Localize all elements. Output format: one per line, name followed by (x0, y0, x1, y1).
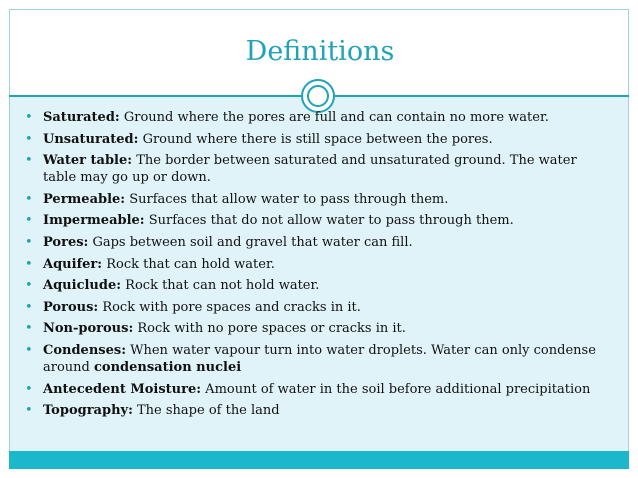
footer-bar (9, 451, 629, 469)
list-item (21, 191, 611, 208)
definition-term: Topography: (43, 403, 133, 419)
definition-text: Ground where there is still space between the pores. (138, 131, 493, 147)
bullet-icon: • (25, 131, 33, 147)
definitions-list (21, 109, 611, 424)
definition-term: Unsaturated: (43, 131, 139, 147)
definition-term: Pores: (43, 234, 89, 250)
list-item (21, 320, 611, 337)
list-item (21, 299, 611, 316)
bullet-icon: • (25, 110, 33, 125)
bullet-icon: • (25, 191, 33, 207)
definition-term: Aquiclude: (43, 278, 122, 294)
definition-text: Rock that can hold water. (102, 256, 275, 272)
definition-text: The border between saturated and unsaturated ground. The water table may go up or down. (43, 153, 577, 186)
bullet-icon: • (25, 234, 33, 250)
list-item (21, 152, 611, 186)
circle-ornament-inner-icon (307, 85, 329, 107)
bullet-icon: • (25, 403, 33, 419)
bullet-icon: • (25, 381, 33, 397)
definition-term: Aquifer: (43, 256, 103, 272)
definition-text: Rock with pore spaces and cracks in it. (98, 299, 361, 315)
list-item (21, 402, 611, 419)
list-item (21, 256, 611, 273)
bullet-icon: • (25, 153, 33, 169)
definition-term: Porous: (43, 299, 99, 315)
bullet-icon: • (25, 299, 33, 315)
definition-term: Permeable: (43, 191, 126, 207)
list-item (21, 131, 611, 148)
definition-text: Amount of water in the soil before additional precipitation (201, 381, 591, 397)
bullet-icon: • (25, 321, 33, 337)
definition-term: Non-porous: (43, 321, 134, 337)
definition-text: The shape of the land (132, 403, 280, 419)
definition-term-secondary: condensation nuclei (94, 359, 242, 375)
bullet-icon: • (25, 342, 33, 358)
bullet-icon: • (25, 213, 33, 229)
definition-term: Saturated: (43, 110, 120, 125)
slide (9, 9, 629, 469)
circle-ornament-icon (301, 79, 335, 113)
definition-text: Ground where the pores are full and can contain no more water. (119, 110, 549, 125)
list-item (21, 277, 611, 294)
definition-term: Antecedent Moisture: (43, 381, 202, 397)
definition-text: When water vapour turn into water droplets. Water can only condense around (43, 342, 596, 375)
list-item (21, 109, 611, 126)
list-item (21, 212, 611, 229)
bullet-icon: • (25, 256, 33, 272)
definition-term: Water table: (43, 153, 133, 169)
definition-text: Surfaces that allow water to pass through them. (125, 191, 449, 207)
definition-term: Condenses: (43, 342, 126, 358)
definition-text: Rock that can not hold water. (121, 278, 320, 294)
bullet-icon: • (25, 278, 33, 294)
slide-title: Definitions (245, 36, 395, 67)
definition-text: Gaps between soil and gravel that water can fill. (88, 234, 413, 250)
list-item (21, 342, 611, 376)
list-item (21, 234, 611, 251)
definition-term: Impermeable: (43, 213, 145, 229)
definition-text: Rock with no pore spaces or cracks in it. (133, 321, 406, 337)
definition-text: Surfaces that do not allow water to pass through them. (144, 213, 514, 229)
list-item (21, 381, 611, 398)
